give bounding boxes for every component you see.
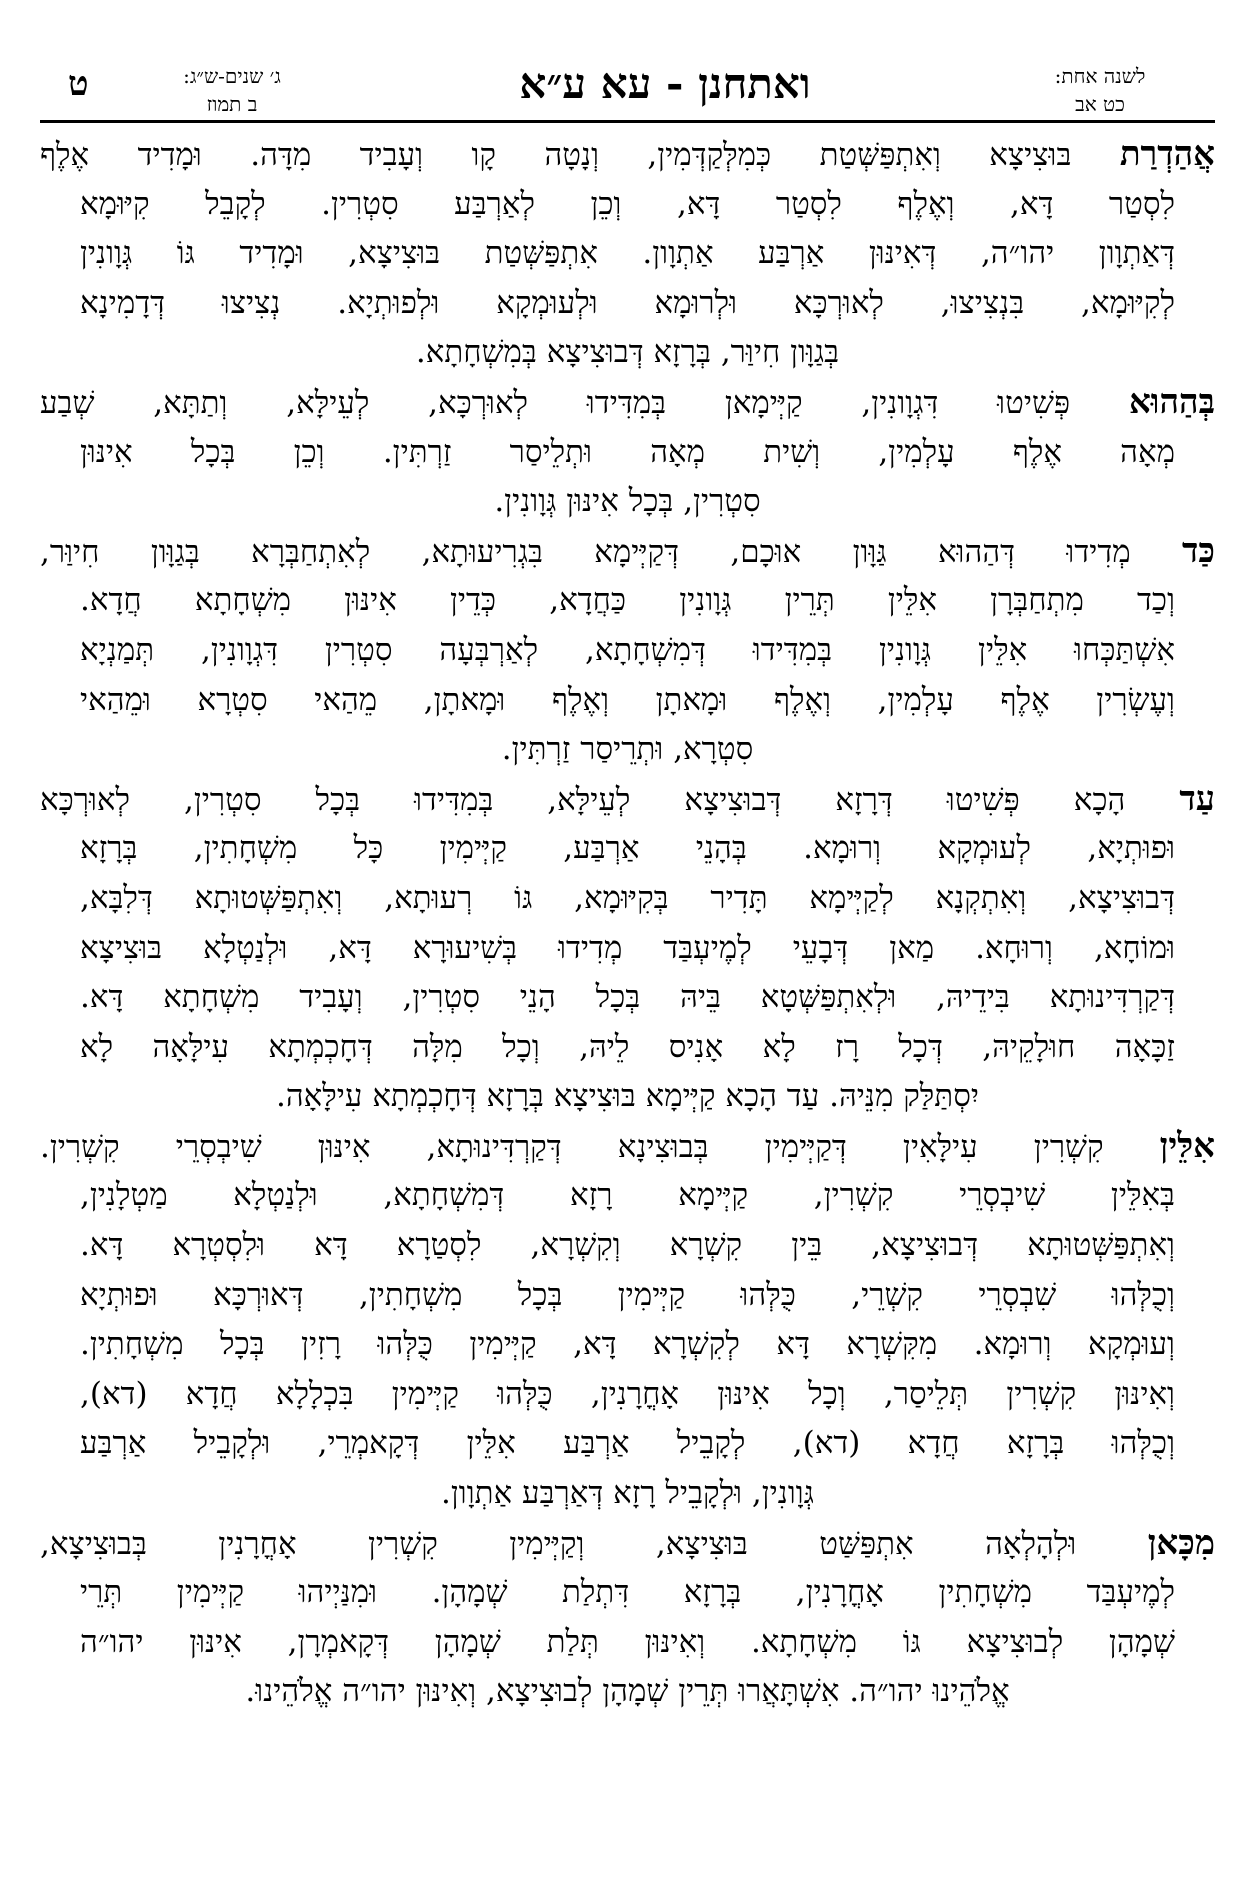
text-line [40,626,1215,676]
text-line [40,428,1215,478]
line-text: וְכַד מִתְחַבְּרָן אִלֵּין תְּרֵין גְּוָונִין כַּחֲדָא, כְּדֵין אִינּוּן מִשְׁחָתָא חֲדָא. [80,582,1175,619]
paragraph [40,527,1215,775]
text-line [40,180,1215,230]
text-line [40,229,1215,279]
line-text: סִטְרִין, בְּכָל אִינּוּן גְּוָונִין. [494,483,761,520]
line-text: וּמוֹחָא, וְרוּחָא. מַאן דְּבָעֵי לְמֶיעְבַּד מְדִידוּ בְּשִׁיעוּרָא דָּא, וּלְנַטְלָא בּוּצִיצָא [80,929,1175,966]
text-line [40,130,1215,180]
text-line [40,1667,1215,1717]
main-text [40,130,1215,1717]
text-line [40,576,1215,626]
line-text: וְכֻלְּהוּ שִׁבְסְרֵי קִשְׁרֵי, כֻּלְּהוּ קַיְּימִין בְּכָל מִשְׁחָתִין, דְּאוּרְכָּא וּפוּתְיָא [80,1276,1175,1313]
header-divider [40,120,1215,123]
text-line [40,775,1215,825]
paragraph [40,1122,1215,1519]
text-line [40,1419,1215,1469]
text-line [40,1023,1215,1073]
text-line [40,725,1215,775]
text-line [40,1320,1215,1370]
text-line [40,676,1215,726]
page-title: ואתחנן - עא ע״א [519,59,811,108]
paragraph-opening-word: בְּהַהוּא [1128,381,1215,422]
line-text: וּלְהָלְאָה אִתְפַּשַּׁט בּוּצִיצָא, וְקַיְּימִין קִשְׁרִין אָחֳרָנִין בְּבוּצִיצָא, [40,1525,1148,1562]
paragraph-opening-word: עַד [1179,778,1215,819]
line-text: בְּגַוָּון חִיוַּר, בְּרָזָא דְּבוּצִיצָא בְּמִשְׁחָתָא. [415,334,840,371]
text-line [40,1469,1215,1519]
text-line [40,1122,1215,1172]
text-line [40,527,1215,577]
schedule-one-year [1030,62,1170,118]
text-line [40,1618,1215,1668]
line-text: בְּאִלֵּין שִׁיבְסְרֵי קִשְׁרִין, קַיְּימָא רָזָא דְּמִשְׁחָתָא, וּלְנַטְלָא מַטְלָנִין, [80,1177,1175,1214]
text-line [40,1370,1215,1420]
line-text: פְּשִׁיטוּ דִּגְוָונִין, קַיְּימָאן בְּמִדִּידוּ לְאוּרְכָּא, לְעֵילָּא, וְתַתָּא, שְׁבַע [40,384,1129,421]
line-text: וְעֶשְׂרִין אֶלֶף עָלְמִין, וְאֶלֶף וּמָאתָן וְאֶלֶף וּמָאתָן, מֵהַאי סִטְרָא וּמֵהַאי [80,681,1175,718]
text-line [40,973,1215,1023]
line-text: וְכֻלְּהוּ בְּרָזָא חֲדָא (דא), לְקָבֵיל אַרְבַּע אִלֵּין דְּקָאמְרֵי, וּלְקָבֵיל אַרְבַּע [80,1425,1175,1462]
text-line [40,924,1215,974]
line-text: זַכָּאָה חוּלָקֵיהּ, דְּכָל רָז לָא אָנִיס לֵיהּ, וְכָל מִלָּה דְּחָכְמְתָא עִילָּאָה לָא [80,1028,1175,1065]
page-header [40,54,1210,124]
line-text: בּוּצִיצָא וְאִתְפַּשְּׁטַת כְּמִלְּקַדְּמִין, וְנָטָה קָו וְעָבִיד מִדָּה. וּמָדִיד אֶלֶף [40,137,1120,173]
schedule-one-year-label: לשנה אחת: [1054,64,1146,88]
line-text: אֱלֹהֵינוּ יהו״ה. אִשְׁתָּאֲרוּ תְּרֵין שְׁמָהָן לְבוּצִיצָא, וְאִינּוּן יהו״ה אֱלֹהֵינוּ. [245,1673,1010,1710]
line-text: קִשְׁרִין עִילָּאִין דְּקַיְּימִין בְּבוּצִינָא דְּקַרְדִּינוּתָא, אִינּוּן שִׁיבְסְרֵי קִשְׁרִין. [40,1128,1160,1165]
line-text: יִסְתַּלַּק מִנֵּיהּ. עַד הָכָא קַיְּימָא בּוּצִיצָא בְּרָזָא דְּחָכְמְתָא עִילָּאָה. [276,1078,979,1115]
line-text: לְקִיּוּמָא, בִּנְצִיצוּ, לְאוּרְכָּא וּלְרוּמָא וּלְעוּמְקָא וּלְפוּתְיָא. נְצִיצוּ דְּדָמִינָא [80,284,1175,321]
schedule-one-year-date: כט אב [1075,92,1125,116]
text-line [40,1519,1215,1569]
paragraph-opening-word: כַּד [1182,530,1215,571]
line-text: מְדִידוּ דְּהַהוּא גַּוָּון אוּכָם, דְּקַיְּימָא בִּגְרִיעוּתָא, לְאִתְחַבְּרָא בְּגַוָּון חִיוַּר, [40,533,1183,570]
line-text: לִסְטַר דָּא, וְאֶלֶף לִסְטַר דָּא, וְכֵן לְאַרְבַּע סִטְרִין. לְקָבֵל קִיּוּמָא [80,185,1175,222]
line-text: דְּבוּצִיצָא, וְאִתְקְנָא לְקַיְּימָא תָּדִיר בְּקִיּוּמָא, גּוֹ רְעוּתָא, וְאִתְפַּשְּׁטוּתָא דְּלִבָּא, [80,879,1175,916]
line-text: לְמֶיעְבַּד מִשְׁחָתִין אָחֳרָנִין, בְּרָזָא דִּתְלַת שְׁמָהָן. וּמִנַּיְיהוּ קַיְּימִין תְּרֵי [80,1574,1175,1611]
text-line [40,874,1215,924]
paragraph [40,775,1215,1122]
schedule-three-years [162,62,302,118]
line-text: סִטְרָא, וּתְרֵיסַר זַרְתִּין. [501,731,754,768]
line-text: וּפוּתְיָא, לְעוּמְקָא וְרוּמָא. בְּהָנֵי אַרְבַּע, קַיְּימִין כָּל מִשְׁחָתִין, בְּרָזָא [80,830,1175,867]
text-line [40,824,1215,874]
text-line [40,378,1215,428]
text-line [40,279,1215,329]
paragraph-opening-word: אֲהַדְרַת [1119,134,1215,174]
schedule-three-years-date: ב תמוז [206,92,258,116]
line-text: דְּקַרְדִּינוּתָא בִּידֵיהּ, וּלְאִתְפַּשְּׁטָא בֵּיהּ בְּכָל הָנֵי סִטְרִין, וְעָבִיד מִשְׁחָתָא דָּא. [80,979,1175,1016]
line-text: מְאָה אֶלֶף עָלְמִין, וְשִׁית מְאָה וּתְלֵיסַר זַרְתִּין. וְכֵן בְּכָל אִינּוּן [80,433,1175,470]
schedule-three-years-label: ג׳ שנים-ש״ג: [183,64,281,88]
paragraph-opening-word: אִלֵּין [1159,1125,1215,1166]
line-text: הָכָא פְּשִׁיטוּ דְּרָזָא דְּבוּצִיצָא לְעֵילָּא, בְּמִדִּידוּ בְּכָל סִטְרִין, לְאוּרְכָּא [40,781,1180,818]
text-line [40,1171,1215,1221]
line-text: גְּוָונִין, וּלְקָבֵיל רָזָא דְּאַרְבַּע אַתְוָון. [441,1475,814,1512]
line-text: וְעוּמְקָא וְרוּמָא. מִקִּשְׁרָא דָּא לְקִשְׁרָא דָּא, קַיְּימִין כֻּלְּהוּ רָזִין בְּכָל מִשְׁחָתִין. [80,1326,1175,1363]
line-text: אִשְׁתַּכְּחוּ אִלֵּין גְּוָונִין בְּמִדִּידוּ דְּמִשְׁחָתָא, לְאַרְבְּעָה סִטְרִין דִּגְוָונִין, תְּמַנְיָא [80,631,1175,668]
paragraph-opening-word: מִכָּאן [1147,1522,1215,1563]
text-line [40,1072,1215,1122]
text-line [40,1271,1215,1321]
line-text: וְאִינּוּן קִשְׁרִין תְּלֵיסַר, וְכָל אִינּוּן אָחֳרָנִין, כֻּלְּהוּ קַיְּימִין בִּכְלָלָא חֲדָא (דא), [80,1375,1175,1412]
text-line [40,477,1215,527]
paragraph [40,130,1215,378]
line-text: שְׁמָהָן לְבוּצִיצָא גּוֹ מִשְׁחָתָא. וְאִינּוּן תְּלַת שְׁמָהָן דְּקָאמְרָן, אִינּוּן יהו״ה [80,1623,1175,1660]
text-line [40,328,1215,378]
text-line [40,1221,1215,1271]
text-line [40,1568,1215,1618]
paragraph [40,378,1215,527]
line-text: וְאִתְפַּשְּׁטוּתָא דְּבוּצִיצָא, בֵּין קִשְׁרָא וְקִשְׁרָא, לִסְטַרָא דָּא וּלִסְטְרָא דָּא. [80,1227,1175,1264]
page-number-letter: ט [68,64,89,104]
line-text: דְּאַתְוָון יהו״ה, דְּאִינּוּן אַרְבַּע אַתְוָון. אִתְפַּשְּׁטַת בּוּצִיצָא, וּמָדִיד גּוֹ גְּוָונִין [80,235,1175,272]
paragraph [40,1519,1215,1717]
